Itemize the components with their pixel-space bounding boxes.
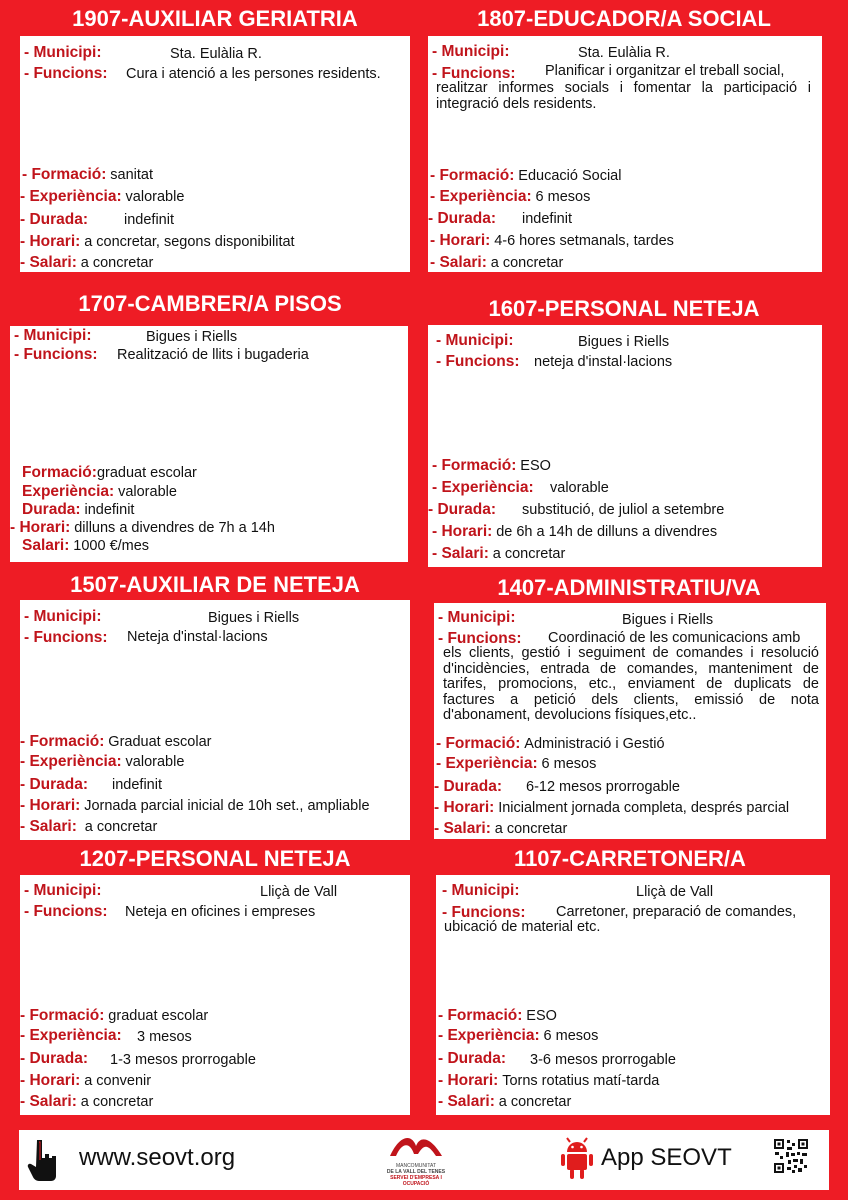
funcions-label: - Funcions: (438, 630, 522, 647)
salari-value: 1000 €/mes (73, 538, 150, 554)
logo-text-line: OCUPACIÓ (402, 1181, 430, 1187)
municipi-value: Lliçà de Vall (260, 884, 338, 900)
experiencia-value: valorable (118, 484, 177, 500)
funcions-label: - Funcions: (14, 346, 98, 363)
job-card (434, 603, 826, 839)
experiencia-label: - Experiència: (438, 1027, 540, 1044)
funcions-value: Planificar i organitzar el treball social, (545, 63, 785, 79)
durada-value: indefinit (124, 212, 174, 228)
job-title: 1807-EDUCADOR/A SOCIAL (477, 6, 771, 31)
experiencia-value: valorable (550, 480, 609, 496)
formacio-label: - Formació: (436, 735, 521, 752)
app-name[interactable]: App SEOVT (601, 1144, 732, 1171)
municipi-label: - Municipi: (14, 327, 92, 344)
horari-value: Jornada parcial inicial de 10h set., ampliable (84, 798, 370, 814)
formacio-value: Administració i Gestió (524, 736, 665, 752)
funcions-value: Neteja en oficines i empreses (125, 904, 316, 920)
formacio-value: graduat escolar (108, 1008, 209, 1024)
experiencia-label: - Experiència: (20, 188, 122, 205)
horari-value: a convenir (84, 1073, 152, 1089)
salari-value: a concretar (490, 255, 564, 271)
municipi-label: - Municipi: (436, 332, 514, 349)
salari-value: a concretar (80, 1094, 154, 1110)
job-card (428, 325, 822, 567)
formacio-label: - Formació: (432, 457, 517, 474)
mancomunitat-logo (384, 1132, 448, 1188)
horari-label: - Horari: (10, 519, 71, 536)
formacio-value: Educació Social (518, 168, 622, 184)
formacio-value: ESO (526, 1008, 557, 1024)
job-card (436, 875, 830, 1115)
qr-code-icon[interactable] (773, 1138, 809, 1174)
job-card (20, 36, 410, 272)
funcions-label: - Funcions: (432, 65, 516, 82)
funcions-label: - Funcions: (24, 65, 108, 82)
durada-label: Durada: (22, 501, 81, 518)
job-title: 1907-AUXILIAR GERIATRIA (72, 6, 358, 31)
funcions-value: Realització de llits i bugaderia (117, 347, 309, 363)
salari-label: Salari: (22, 537, 70, 554)
experiencia-value: 6 mesos (535, 189, 591, 205)
salari-label: - Salari: (20, 254, 77, 271)
municipi-label: - Municipi: (442, 882, 520, 899)
durada-value: 6-12 mesos prorrogable (526, 779, 680, 795)
experiencia-value: 3 mesos (137, 1029, 192, 1045)
durada-label: - Durada: (428, 210, 497, 227)
funcions-label: - Funcions: (442, 904, 526, 921)
horari-label: - Horari: (434, 799, 495, 816)
funcions-value: Coordinació de les comunicacions amb (548, 630, 801, 646)
formacio-value: ESO (520, 458, 551, 474)
salari-label: - Salari: (20, 1093, 77, 1110)
salari-label: - Salari: (430, 254, 487, 271)
android-icon (559, 1136, 595, 1182)
horari-value: 4-6 hores setmanals, tardes (494, 233, 674, 249)
funcions-continued: els clients, gestió i seguiment de comandes i resolució d'incidències, entrada de comandes, manteniment de tarifes, promocions, etc., enviament de duplicats de factures a petició dels clients, emissió de nota d'abonament, devolucions físiques,etc.. (443, 645, 819, 724)
durada-label: - Durada: (438, 1050, 507, 1067)
horari-label: - Horari: (438, 1072, 499, 1089)
funcions-label: - Funcions: (436, 353, 520, 370)
funcions-value: Cura i atenció a les persones residents. (126, 66, 381, 82)
job-card (20, 875, 410, 1115)
durada-value: indefinit (112, 777, 162, 793)
experiencia-label: Experiència: (22, 483, 115, 500)
job-card (428, 36, 822, 272)
job-card (10, 326, 408, 562)
experiencia-value: valorable (125, 189, 185, 205)
mountain-logo-icon (386, 1132, 446, 1158)
formacio-label: Formació: (22, 464, 97, 481)
salari-label: - Salari: (434, 820, 491, 837)
job-title: 1507-AUXILIAR DE NETEJA (70, 572, 360, 597)
funcions-value: Carretoner, preparació de comandes, (556, 904, 797, 920)
horari-value: Inicialment jornada completa, després parcial (498, 800, 790, 816)
experiencia-label: - Experiència: (20, 1027, 122, 1044)
formacio-value: Graduat escolar (108, 734, 212, 750)
experiencia-label: - Experiència: (432, 479, 534, 496)
horari-value: de 6h a 14h de dilluns a divendres (496, 524, 718, 540)
logo-text-line: MANCOMUNITAT (395, 1163, 437, 1169)
durada-label: - Durada: (20, 211, 89, 228)
horari-label: - Horari: (432, 523, 493, 540)
municipi-value: Lliçà de Vall (636, 884, 714, 900)
durada-value: 3-6 mesos prorrogable (530, 1052, 676, 1068)
job-card (20, 600, 410, 840)
salari-label: - Salari: (432, 545, 489, 562)
job-title: 1607-PERSONAL NETEJA (488, 296, 760, 321)
job-title: 1707-CAMBRER/A PISOS (78, 291, 342, 316)
horari-value: a concretar, segons disponibilitat (84, 234, 295, 250)
formacio-label: - Formació: (22, 166, 107, 183)
funcions-continued: ubicació de material etc. (444, 919, 601, 935)
footer-bar (19, 1130, 829, 1190)
salari-value: a concretar (80, 255, 154, 271)
funcions-continued: realitzar informes socials i fomentar la participació i integració dels residents. (436, 80, 811, 112)
logo-text-line: DE LA VALL DEL TENES (386, 1169, 446, 1175)
formacio-label: - Formació: (20, 733, 105, 750)
job-title: 1407-ADMINISTRATIU/VA (497, 575, 761, 600)
horari-label: - Horari: (20, 233, 81, 250)
experiencia-label: - Experiència: (436, 755, 538, 772)
municipi-value: Bigues i Riells (146, 329, 238, 345)
durada-label: - Durada: (20, 1050, 89, 1067)
durada-value: 1-3 mesos prorrogable (110, 1052, 256, 1068)
formacio-label: - Formació: (438, 1007, 523, 1024)
website-link[interactable]: www.seovt.org (79, 1144, 236, 1171)
municipi-label: - Municipi: (24, 44, 102, 61)
experiencia-value: 6 mesos (543, 1028, 599, 1044)
experiencia-value: valorable (125, 754, 185, 770)
durada-label: - Durada: (20, 776, 89, 793)
experiencia-label: - Experiència: (430, 188, 532, 205)
horari-value: Torns rotatius matí-tarda (502, 1073, 660, 1089)
horari-value: dilluns a divendres de 7h a 14h (74, 520, 275, 536)
job-title: 1207-PERSONAL NETEJA (79, 846, 351, 871)
municipi-value: Sta. Eulàlia R. (170, 46, 262, 62)
municipi-label: - Municipi: (432, 43, 510, 60)
salari-value: a concretar (498, 1094, 572, 1110)
durada-value: indefinit (84, 502, 135, 518)
logo-text-line: SERVEI D'EMPRESA I (390, 1175, 442, 1181)
municipi-label: - Municipi: (24, 608, 102, 625)
funcions-label: - Funcions: (24, 629, 108, 646)
salari-value: a concretar (494, 821, 568, 837)
formacio-label: - Formació: (20, 1007, 105, 1024)
horari-label: - Horari: (20, 1072, 81, 1089)
experiencia-label: - Experiència: (20, 753, 122, 770)
municipi-value: Sta. Eulàlia R. (578, 45, 670, 61)
salari-value: a concretar (84, 819, 158, 835)
experiencia-value: 6 mesos (541, 756, 597, 772)
durada-value: indefinit (522, 211, 572, 227)
job-title: 1107-CARRETONER/A (514, 846, 746, 871)
pointing-hand-icon (27, 1138, 57, 1182)
formacio-value: sanitat (110, 167, 154, 183)
salari-label: - Salari: (20, 818, 77, 835)
municipi-label: - Municipi: (24, 882, 102, 899)
municipi-label: - Municipi: (438, 609, 516, 626)
durada-value: substitució, de juliol a setembre (522, 502, 725, 518)
horari-label: - Horari: (430, 232, 491, 249)
salari-value: a concretar (492, 546, 566, 562)
salari-label: - Salari: (438, 1093, 495, 1110)
funcions-value: Neteja d'instal·lacions (127, 629, 268, 645)
funcions-label: - Funcions: (24, 903, 108, 920)
formacio-value: graduat escolar (96, 465, 197, 481)
formacio-label: - Formació: (430, 167, 515, 184)
horari-label: - Horari: (20, 797, 81, 814)
municipi-value: Bigues i Riells (622, 612, 714, 628)
municipi-value: Bigues i Riells (578, 334, 670, 350)
municipi-value: Bigues i Riells (208, 610, 300, 626)
durada-label: - Durada: (428, 501, 497, 518)
durada-label: - Durada: (434, 778, 503, 795)
funcions-value: neteja d'instal·lacions (534, 354, 673, 370)
